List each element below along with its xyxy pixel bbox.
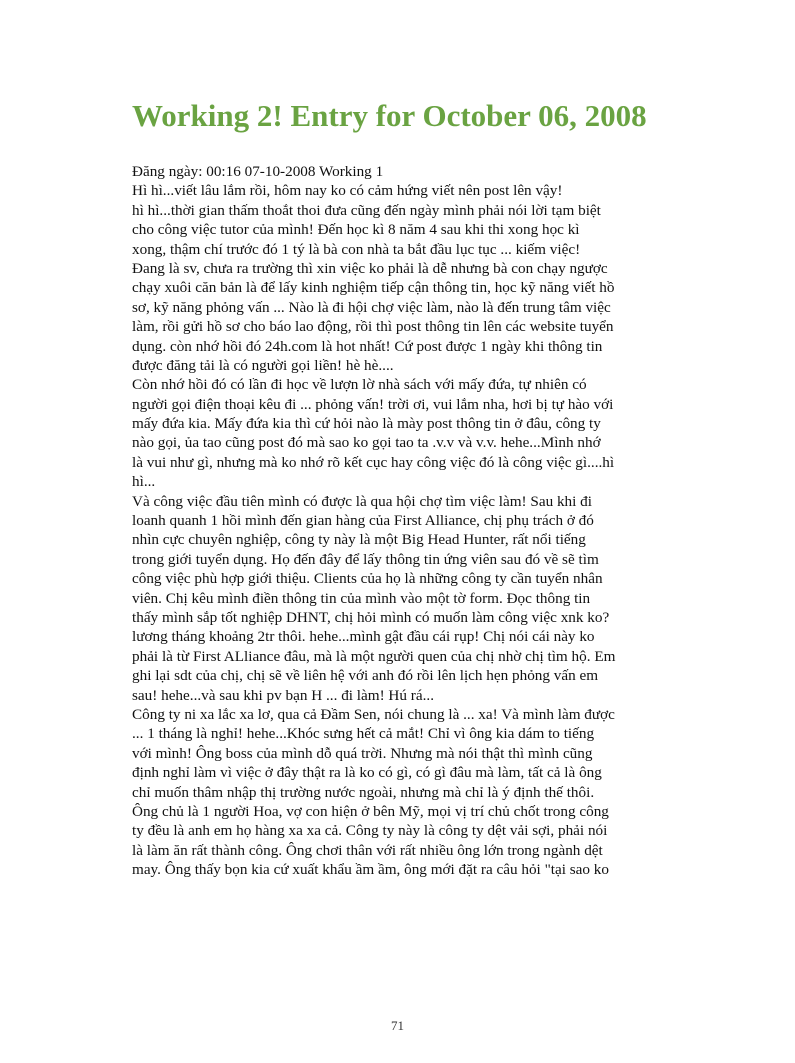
text-line: được đăng tải là có người gọi liền! hè hè.... [132,356,394,374]
text-line: người gọi điện thoại kêu đi ... phỏng vấn! trời ơi, vui lắm nha, hơi bị tự hào với [132,395,614,413]
entry-body [132,162,666,879]
text-line: phải là từ First ALliance đâu, mà là một người quen của chị nhờ chị tìm hộ. Em [132,647,616,665]
text-line: lương tháng khoảng 2tr thôi. hehe...mình gật đầu cái rụp! Chị nói cái này ko [132,628,595,646]
text-line: cho công việc tutor của mình! Đến học kì 8 năm 4 sau khi thi xong học kì [132,221,580,239]
text-line: Công ty ni xa lắc xa lơ, qua cả Đầm Sen, nói chung là ... xa! Và mình làm được [132,705,615,723]
text-line: thấy mình sắp tốt nghiệp DHNT, chị hỏi mình có muốn làm công việc xnk ko? [132,608,610,626]
text-line: Ông chủ là 1 người Hoa, vợ con hiện ở bên Mỹ, mọi vị trí chủ chốt trong công [132,802,609,820]
text-line: định nghỉ làm vì việc ở đây thật ra là ko có gì, có gì đâu mà làm, tất cả là ông [132,764,602,782]
text-line: dụng. còn nhớ hồi đó 24h.com là hot nhất! Cứ post được 1 ngày khi thông tin [132,337,603,355]
text-line: viên. Chị kêu mình điền thông tin của mình vào một tờ form. Đọc thông tin [132,589,591,607]
text-line: hì hì...thời gian thấm thoắt thoi đưa cũng đến ngày mình phải nói lời tạm biệt [132,201,601,219]
text-line: công việc phù hợp giới thiệu. Clients của họ là những công ty cần tuyển nhân [132,570,603,588]
text-line: trong giới tuyển dụng. Họ đến đây để lấy thông tin ứng viên sau đó về sẽ tìm [132,550,599,568]
page-number: 71 [391,1018,404,1033]
text-line: Đang là sv, chưa ra trường thì xin việc ko phải là dễ nhưng bà con chạy ngược [132,259,608,277]
text-line: may. Ông thấy bọn kia cứ xuất khẩu ầm ầm, ông mới đặt ra câu hỏi "tại sao ko [132,861,609,879]
text-line: chạy xuôi căn bản là để lấy kinh nghiệm tiếp cận thông tin, học kỹ năng viết hồ [132,279,615,297]
text-line: mấy đứa kia. Mấy đứa kia thì cứ hỏi nào là mày post thông tin ở đâu, công ty [132,415,601,433]
text-line: làm, rồi gửi hồ sơ cho báo lao động, rồi thì post thông tin lên các website tuyển [132,318,614,336]
text-line: hì... [132,473,156,491]
text-line: loanh quanh 1 hồi mình đến gian hàng của First Alliance, chị phụ trách ở đó [132,512,594,530]
document-page [132,96,666,879]
text-line: sau! hehe...và sau khi pv bạn H ... đi làm! Hú rá... [132,686,434,704]
text-line: xong, thậm chí trước đó 1 tý là bà con nhà ta bắt đầu lục tục ... kiếm việc! [132,240,581,258]
text-line: nhìn cực chuyên nghiệp, công ty này là một Big Head Hunter, rất nổi tiếng [132,531,586,549]
text-line: Còn nhớ hồi đó có lần đi học về lượn lờ nhà sách với mấy đứa, tự nhiên có [132,376,587,394]
text-line: là vui như gì, nhưng mà ko nhớ rõ kết cục hay công việc đó là công việc gì....hì [132,453,615,471]
text-line: chỉ muốn thâm nhập thị trường nước ngoài, nhưng mà chỉ là ý định thế thôi. [132,783,595,801]
text-line: ty đều là anh em họ hàng xa xa cả. Công ty này là công ty dệt vải sợi, phải nói [132,822,608,840]
text-line: Hì hì...viết lâu lắm rồi, hôm nay ko có cảm hứng viết nên post lên vậy! [132,182,563,200]
entry-title: Working 2! Entry for October 06, 2008 [132,98,647,133]
text-line: Đăng ngày: 00:16 07-10-2008 Working 1 [132,163,384,180]
text-line: ghi lại sdt của chị, chị sẽ về liên hệ với anh đó rồi lên lịch hẹn phỏng vấn em [132,667,599,685]
text-line: nào gọi, ủa tao cũng post đó mà sao ko gọi tao ta .v.v và v.v. hehe...Mình nhớ [132,434,601,452]
text-line: ... 1 tháng là nghỉ! hehe...Khóc sưng hết cả mắt! Chỉ vì ông kia dám to tiếng [132,725,595,743]
text-line: Và công việc đầu tiên mình có được là qua hội chợ tìm việc làm! Sau khi đi [132,492,592,510]
text-line: sơ, kỹ năng phỏng vấn ... Nào là đi hội chợ việc làm, nào là đến trung tâm việc [132,298,611,316]
text-line: với mình! Ông boss của mình dỗ quá trời. Nhưng mà nói thật thì mình cũng [132,744,593,762]
text-line: là làm ăn rất thành công. Ông chơi thân với rất nhiều ông lớn trong ngành dệt [132,841,603,859]
